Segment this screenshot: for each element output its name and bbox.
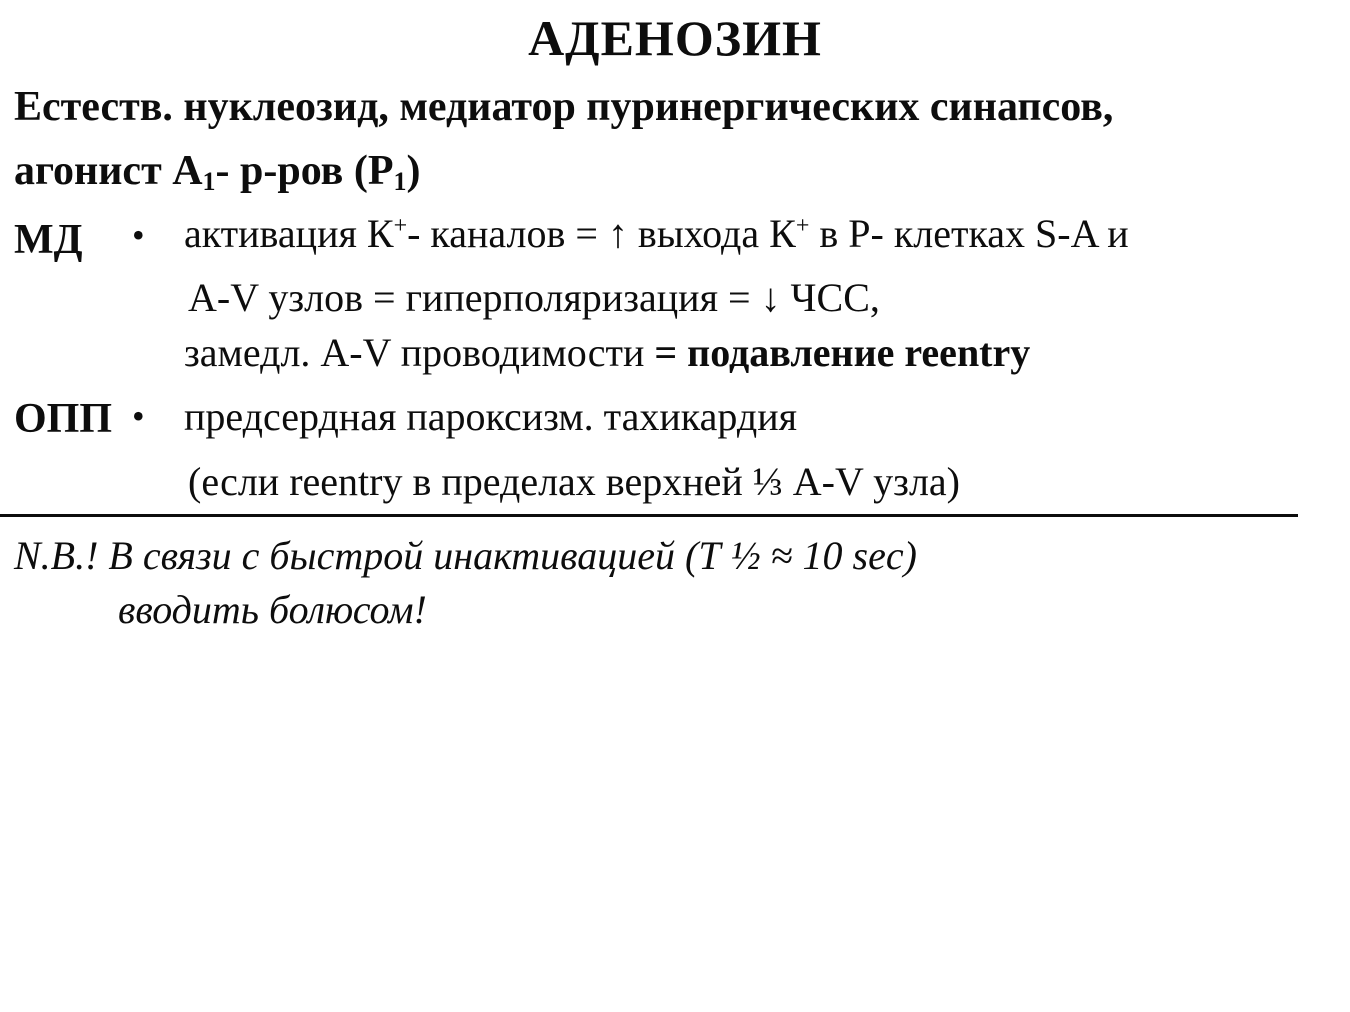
md-line-1-a: активация К — [184, 211, 394, 256]
md-line-1-b: - каналов = ↑ выхода К — [407, 211, 796, 256]
md-bullet: • — [132, 215, 145, 255]
md-line-1-c: в Р- клетках S-A и — [809, 211, 1129, 256]
section-divider — [0, 514, 1298, 517]
intro-subscript-1: 1 — [202, 167, 216, 196]
md-superscript-2: + — [795, 213, 810, 239]
intro-line-2 — [14, 148, 421, 196]
intro-line-1: Естеств. нуклеозид, медиатор пуринергических синапсов, — [14, 84, 1114, 130]
md-line-1 — [184, 211, 1129, 256]
opp-line-1: предсердная пароксизм. тахикардия — [184, 394, 798, 439]
intro-subscript-2: 1 — [393, 167, 407, 196]
md-line-3-bold: = подавление reentry — [654, 330, 1031, 375]
note-line-1: N.B.! В связи с быстрой инактивацией (Т ½ ≈ 10 sec) — [14, 533, 917, 578]
opp-label: ОПП — [14, 396, 113, 442]
opp-bullet: • — [132, 396, 145, 436]
md-line-2: A-V узлов = гиперполяризация = ↓ ЧСС, — [188, 275, 880, 320]
note-line-2: вводить болюсом! — [118, 587, 427, 632]
opp-line-2: (если reentry в пределах верхней ⅓ A-V узла) — [188, 459, 960, 504]
intro-line-2-mid: - р-ров (Р — [215, 148, 394, 194]
intro-line-2-prefix: агонист А — [14, 148, 203, 194]
md-line-3 — [184, 330, 1031, 375]
slide-title: АДЕНОЗИН — [528, 10, 822, 66]
md-label: МД — [14, 217, 83, 263]
md-line-3-normal: замедл. A-V проводимости — [184, 330, 655, 375]
md-superscript-1: + — [393, 213, 408, 239]
intro-line-2-suffix: ) — [406, 148, 421, 194]
